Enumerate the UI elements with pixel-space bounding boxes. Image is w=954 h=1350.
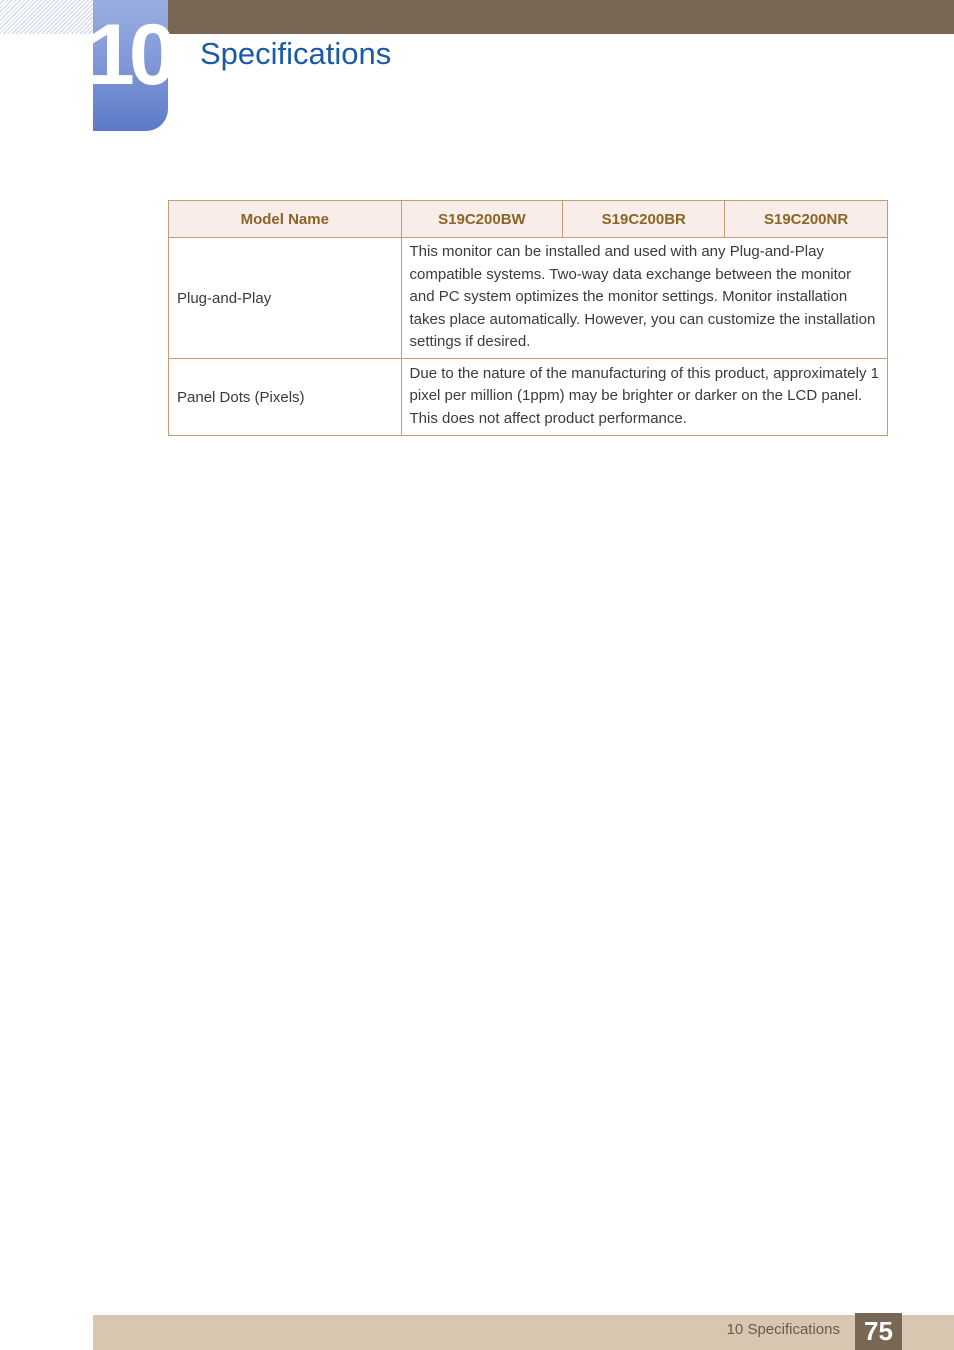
table-header-row — [169, 201, 888, 238]
page-number: 75 — [855, 1313, 902, 1350]
header-bar — [168, 0, 954, 34]
row-label-panel-dots: Panel Dots (Pixels) — [169, 359, 402, 436]
header-model-name: Model Name — [169, 201, 402, 238]
chapter-number-block — [87, 0, 171, 131]
footer-section-label: 10 Specifications — [726, 1321, 840, 1338]
header-model-s19c200nr: S19C200NR — [725, 201, 888, 238]
page-title: Specifications — [200, 36, 392, 71]
chapter-number: 10 — [87, 7, 171, 103]
header-model-s19c200bw: S19C200BW — [401, 201, 563, 238]
table-row — [169, 359, 888, 436]
row-value-panel-dots: Due to the nature of the manufacturing of this product, approximately 1 pixel per million (1ppm) may be brighter or darker on the LCD panel. This does not affect product performance. — [401, 359, 887, 436]
specifications-table — [168, 200, 888, 436]
header-hatch-decoration — [0, 0, 93, 34]
table-row — [169, 238, 888, 359]
row-value-plug-and-play: This monitor can be installed and used with any Plug-and-Play compatible systems. Two-way data exchange between the monitor and PC system optimizes the monitor settings. Monitor installation takes place automatically. However, you can customize the installation settings if desired. — [401, 238, 887, 359]
header-model-s19c200br: S19C200BR — [563, 201, 725, 238]
row-label-plug-and-play: Plug-and-Play — [169, 238, 402, 359]
